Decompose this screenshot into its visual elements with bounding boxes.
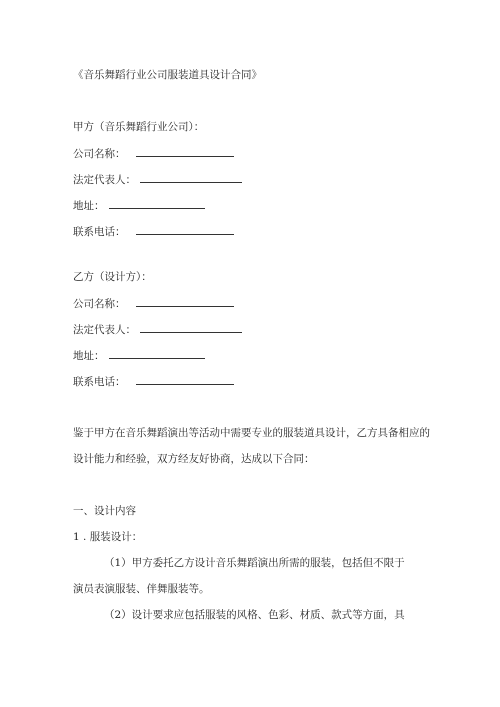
party-a-company-field[interactable] <box>136 146 234 157</box>
party-a-phone-field[interactable] <box>136 224 234 235</box>
party-a-heading: 甲方（音乐舞蹈行业公司）： <box>73 121 205 133</box>
party-b-heading: 乙方（设计方）： <box>73 271 152 283</box>
party-b-address-row <box>73 348 205 363</box>
party-b-phone-field[interactable] <box>136 374 234 385</box>
party-a-address-label: 地址： <box>73 200 105 212</box>
party-a-phone-label: 联系电话： <box>73 226 126 238</box>
preamble-line-2: 设计能力和经验，双方经友好协商，达成以下合同： <box>73 453 315 465</box>
party-b-address-label: 地址： <box>73 350 105 362</box>
section-1-para-2-line-1: （2）设计要求应包括服装的风格、色彩、材质、款式等方面，具 <box>104 609 405 621</box>
party-a-address-row <box>73 198 205 213</box>
party-a-rep-label: 法定代表人： <box>73 174 136 186</box>
party-b-company-label: 公司名称： <box>73 298 126 310</box>
party-a-company-label: 公司名称： <box>73 148 126 160</box>
preamble-line-1: 鉴于甲方在音乐舞蹈演出等活动中需要专业的服装道具设计，乙方具备相应的 <box>73 427 430 439</box>
party-b-company-field[interactable] <box>136 296 234 307</box>
party-a-rep-row <box>73 172 242 187</box>
party-b-company-row <box>73 296 234 311</box>
section-1-para-1-line-1: （1）甲方委托乙方设计音乐舞蹈演出所需的服装，包括但不限于 <box>104 557 405 569</box>
contract-title: 《音乐舞蹈行业公司服装道具设计合同》 <box>73 69 262 81</box>
party-a-company-row <box>73 146 234 161</box>
section-1-item-1: 1 . 服装设计： <box>73 531 143 543</box>
party-a-rep-field[interactable] <box>140 172 242 183</box>
party-b-address-field[interactable] <box>109 348 205 359</box>
party-b-rep-field[interactable] <box>140 322 242 333</box>
section-1-heading: 一、设计内容 <box>73 505 136 517</box>
party-b-phone-label: 联系电话： <box>73 376 126 388</box>
party-b-rep-row <box>73 322 242 337</box>
section-1-para-1-line-2: 演员表演服装、伴舞服装等。 <box>73 583 210 595</box>
party-b-rep-label: 法定代表人： <box>73 324 136 336</box>
party-b-phone-row <box>73 374 234 389</box>
party-a-address-field[interactable] <box>109 198 205 209</box>
party-a-phone-row <box>73 224 234 239</box>
